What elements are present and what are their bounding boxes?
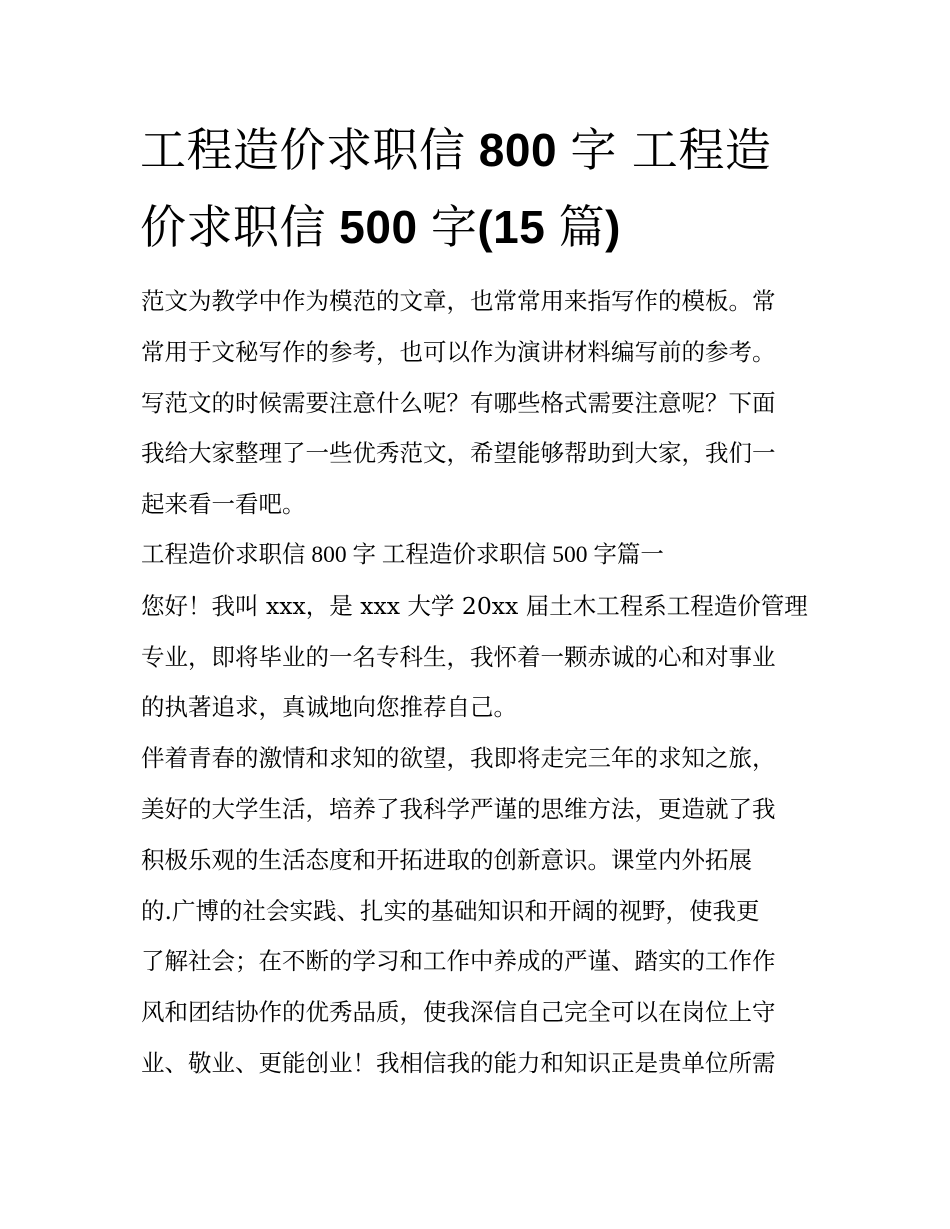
title-number: (15 [477,201,559,253]
title-text: 工程造价求职信 [140,123,466,177]
title-number: 500 [326,201,431,253]
text-line: 风和团结协作的优秀品质，使我深信自己完全可以在岗位上守 [141,998,776,1027]
text-line: 常用于文秘写作的参考，也可以作为演讲材料编写前的参考。 [141,337,776,366]
text-line: 专业，即将毕业的一名专科生，我怀着一颗赤诚的心和对事业 [141,642,776,671]
title-text: 价求职信 [140,200,326,254]
section-heading: 工程造价求职信 800 字 工程造价求职信 500 字篇一 [141,541,664,568]
text-line: 范文为教学中作为模范的文章，也常常用来指写作的模板。常 [141,287,776,315]
text-line: 了解社会；在不断的学习和工作中养成的严谨、踏实的工作作 [141,947,776,976]
text-line: 的.广博的社会实践、扎实的基础知识和开阔的视野，使我更 [141,896,760,925]
title-text: 篇 [558,200,606,254]
title-text: 字 工程造 [570,123,772,177]
document-body [141,276,821,1089]
text-line: 美好的大学生活，培养了我科学严谨的思维方法，更造就了我 [141,794,776,823]
text-line: 伴着青春的激情和求知的欲望，我即将走完三年的求知之旅， [141,744,776,773]
document-title [140,112,820,266]
text-line: 您好！我叫 xxx，是 xxx 大学 20xx 届土木工程系工程造价管理 [141,591,808,620]
title-text: 字 [430,200,478,254]
text-line: 起来看一看吧。 [141,490,306,519]
text-line: 写范文的时候需要注意什么呢？有哪些格式需要注意呢？下面 [141,388,776,417]
text-line: 的执著追求，真诚地向您推荐自己。 [141,693,517,722]
text-line: 业、敬业、更能创业！我相信我的能力和知识正是贵单位所需 [141,1048,776,1077]
title-number: 800 [465,124,571,176]
title-line-2 [140,200,621,254]
title-number: ) [605,201,621,253]
title-line-1 [140,123,771,177]
text-line: 我给大家整理了一些优秀范文，希望能够帮助到大家，我们一 [141,439,776,468]
text-line: 积极乐观的生活态度和开拓进取的创新意识。课堂内外拓展 [141,845,752,874]
